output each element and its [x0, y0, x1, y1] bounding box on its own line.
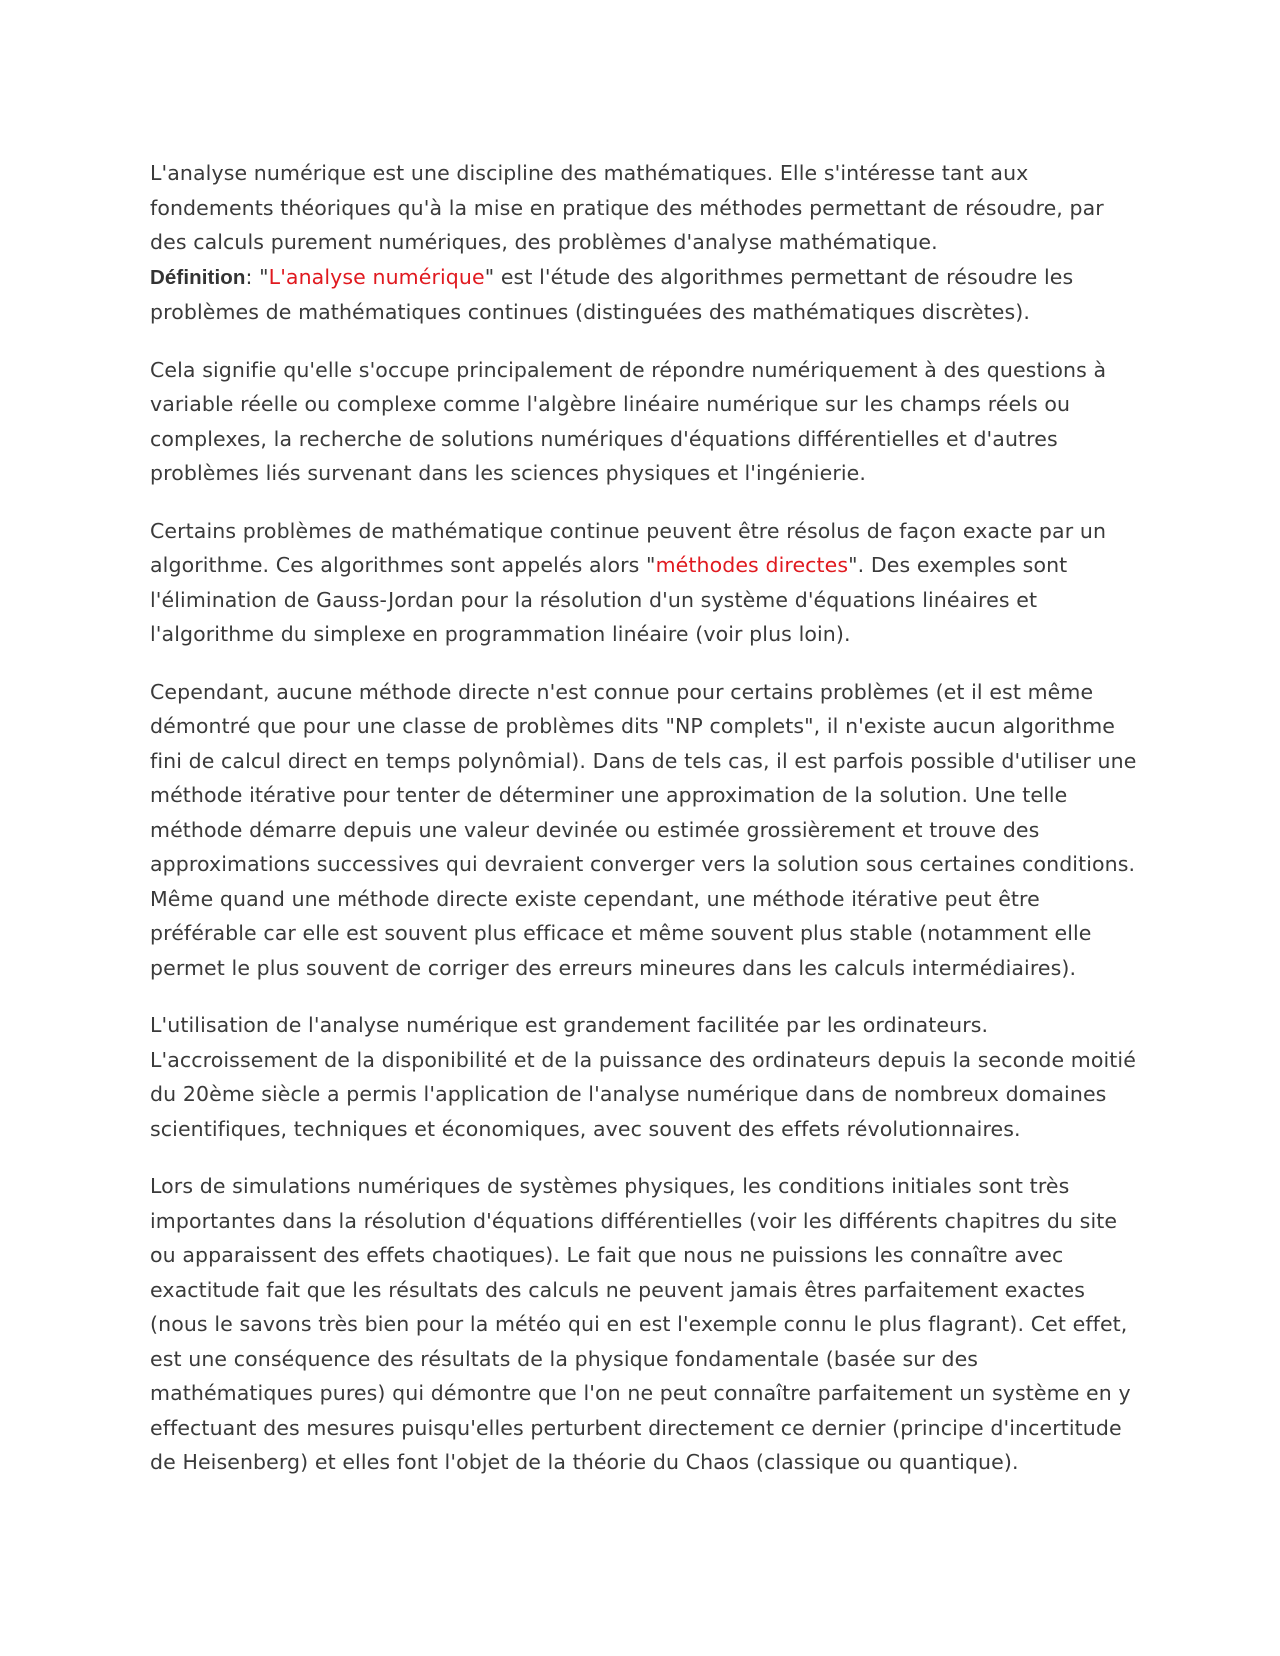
definition-term: L'analyse numérique: [268, 264, 485, 289]
definition-text: " est l'étude des algorithmes permettant de résoudre les problèmes de mathématiques continues (distinguées des mathématiques discrètes).: [150, 264, 1074, 324]
paragraph-simulations: Lors de simulations numériques de systèmes physiques, les conditions initiales sont très importantes dans la résolution d'équations différentielles (voir les différents chapitres du site ou apparaissent des effets chaotiques). Le fait que nous ne puissions les connaître avec exactitude fait que les résultats des calculs ne peuvent jamais êtres parfaitement exactes (nous le savons très bien pour la météo qui en est l'exemple connu le plus flagrant). Cet effet, est une conséquence des résultats de la physique fondamentale (basée sur des mathématiques pures) qui démontre que l'on ne peut connaître parfaitement un système en y effectuant des mesures puisqu'elles perturbent directement ce dernier (principe d'incertitude de Heisenberg) et elles font l'objet de la théorie du Chaos (classique ou quantique).: [150, 1174, 1131, 1474]
direct-methods-before: Certains problèmes de mathématique continue peuvent être résolus de façon exacte par un algorithme. Ces algorithmes sont appelés alors ": [150, 518, 1107, 577]
paragraph-direct-methods: [150, 514, 1140, 652]
paragraph-iterative-methods: Cependant, aucune méthode directe n'est connue pour certains problèmes (et il est même démontré que pour une classe de problèmes dits "NP complets", il n'existe aucun algorithme fini de calcul direct en temps polynômial). Dans de tels cas, il est parfois possible d'utiliser une méthode itérative pour tenter de déterminer une approximation de la solution. Une telle méthode démarre depuis une valeur devinée ou estimée grossièrement et trouve des approximations successives qui devraient converger vers la solution sous certaines conditions. Même quand une méthode directe existe cependant, une méthode itérative peut être préférable car elle est souvent plus efficace et même souvent plus stable (notamment elle permet le plus souvent de corriger des erreurs mineures dans les calculs intermédiaires).: [150, 679, 1137, 980]
definition-label: Définition: [150, 265, 246, 289]
paragraph-scope: Cela signifie qu'elle s'occupe principalement de répondre numériquement à des questions à variable réelle ou complexe comme l'algèbre linéaire numérique sur les champs réels ou complexes, la recherche de solutions numériques d'équations différentielles et d'autres problèmes liés survenant dans les sciences physiques et l'ingénierie.: [150, 357, 1107, 485]
definition-colon: : ": [245, 264, 269, 289]
document-body: [150, 156, 1140, 1503]
direct-methods-after: ". Des exemples sont l'élimination de Gauss-Jordan pour la résolution d'un système d'équations linéaires et l'algorithme du simplexe en programmation linéaire (voir plus loin).: [150, 553, 1068, 646]
intro-text: L'analyse numérique est une discipline des mathématiques. Elle s'intéresse tant aux fondements théoriques qu'à la mise en pratique des méthodes permettant de résoudre, par des calculs purement numériques, des problèmes d'analyse mathématique.: [150, 161, 1104, 254]
paragraph-intro-definition: [150, 156, 1140, 330]
paragraph-computers: L'utilisation de l'analyse numérique est grandement facilitée par les ordinateurs. L'accroissement de la disponibilité et de la puissance des ordinateurs depuis la seconde moitié du 20ème siècle a permis l'application de l'analyse numérique dans de nombreux domaines scientifiques, techniques et économiques, avec souvent des effets révolutionnaires.: [150, 1013, 1136, 1141]
direct-methods-term: méthodes directes: [655, 553, 849, 577]
